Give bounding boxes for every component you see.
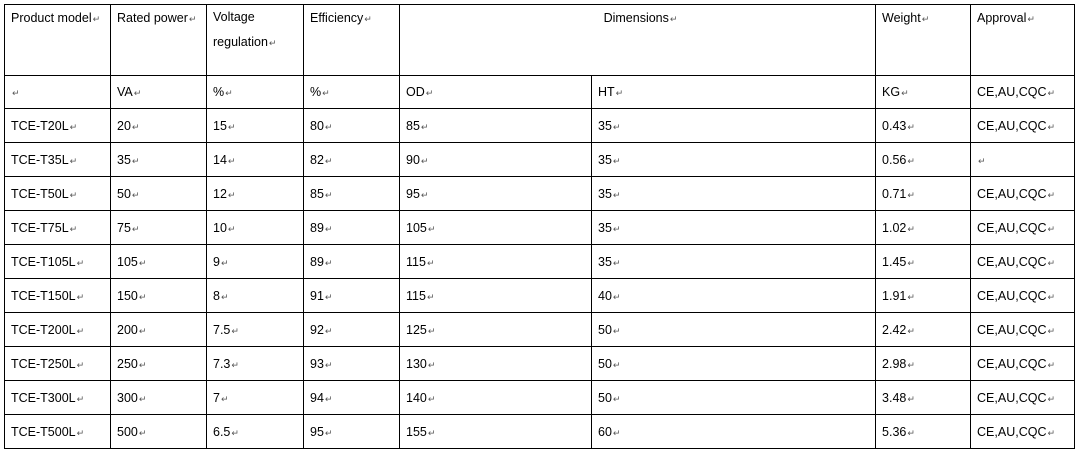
cell-approval: CE,AU,CQC↵ [971, 313, 1075, 347]
cell-efficiency: 93↵ [304, 347, 400, 381]
table-row [5, 109, 1075, 143]
cell-efficiency: 94↵ [304, 381, 400, 415]
cell-model: TCE-T35L↵ [5, 143, 111, 177]
cell-efficiency: 89↵ [304, 211, 400, 245]
cell-model: TCE-T75L↵ [5, 211, 111, 245]
table-row [5, 245, 1075, 279]
unit-od: OD↵ [400, 76, 592, 109]
cell-regulation: 9↵ [207, 245, 304, 279]
table-row [5, 211, 1075, 245]
cell-weight: 1.91↵ [876, 279, 971, 313]
cell-approval: CE,AU,CQC↵ [971, 381, 1075, 415]
cell-od: 85↵ [400, 109, 592, 143]
cell-model: TCE-T300L↵ [5, 381, 111, 415]
cell-power: 50↵ [111, 177, 207, 211]
cell-weight: 3.48↵ [876, 381, 971, 415]
cell-model: TCE-T200L↵ [5, 313, 111, 347]
cell-ht: 35↵ [592, 245, 876, 279]
cell-weight: 2.42↵ [876, 313, 971, 347]
header-approval: Approval↵ [971, 5, 1075, 76]
header-rated-power: Rated power↵ [111, 5, 207, 76]
cell-ht: 35↵ [592, 177, 876, 211]
cell-od: 90↵ [400, 143, 592, 177]
cell-weight: 2.98↵ [876, 347, 971, 381]
header-product-model: Product model↵ [5, 5, 111, 76]
table-row [5, 143, 1075, 177]
cell-efficiency: 82↵ [304, 143, 400, 177]
header-dimensions: Dimensions↵ [400, 5, 876, 76]
cell-ht: 50↵ [592, 381, 876, 415]
cell-od: 105↵ [400, 211, 592, 245]
cell-power: 75↵ [111, 211, 207, 245]
unit-power: VA↵ [111, 76, 207, 109]
cell-power: 300↵ [111, 381, 207, 415]
cell-efficiency: 85↵ [304, 177, 400, 211]
table-row [5, 313, 1075, 347]
table-row [5, 347, 1075, 381]
cell-efficiency: 89↵ [304, 245, 400, 279]
unit-approval: CE,AU,CQC↵ [971, 76, 1075, 109]
cell-ht: 35↵ [592, 109, 876, 143]
cell-approval: CE,AU,CQC↵ [971, 415, 1075, 449]
header-row [5, 5, 1075, 76]
cell-regulation: 15↵ [207, 109, 304, 143]
cell-approval: ↵ [971, 143, 1075, 177]
cell-ht: 60↵ [592, 415, 876, 449]
table-row [5, 177, 1075, 211]
cell-approval: CE,AU,CQC↵ [971, 109, 1075, 143]
cell-od: 115↵ [400, 245, 592, 279]
cell-model: TCE-T250L↵ [5, 347, 111, 381]
table-row [5, 381, 1075, 415]
cell-approval: CE,AU,CQC↵ [971, 177, 1075, 211]
unit-model: ↵ [5, 76, 111, 109]
cell-regulation: 8↵ [207, 279, 304, 313]
cell-efficiency: 80↵ [304, 109, 400, 143]
cell-od: 95↵ [400, 177, 592, 211]
cell-approval: CE,AU,CQC↵ [971, 279, 1075, 313]
cell-ht: 50↵ [592, 313, 876, 347]
cell-model: TCE-T500L↵ [5, 415, 111, 449]
cell-regulation: 6.5↵ [207, 415, 304, 449]
cell-efficiency: 92↵ [304, 313, 400, 347]
cell-regulation: 7.3↵ [207, 347, 304, 381]
cell-power: 20↵ [111, 109, 207, 143]
cell-weight: 0.71↵ [876, 177, 971, 211]
cell-weight: 0.43↵ [876, 109, 971, 143]
cell-efficiency: 91↵ [304, 279, 400, 313]
cell-regulation: 14↵ [207, 143, 304, 177]
cell-weight: 0.56↵ [876, 143, 971, 177]
cell-od: 125↵ [400, 313, 592, 347]
cell-approval: CE,AU,CQC↵ [971, 347, 1075, 381]
cell-model: TCE-T150L↵ [5, 279, 111, 313]
cell-regulation: 10↵ [207, 211, 304, 245]
cell-ht: 50↵ [592, 347, 876, 381]
unit-weight: KG↵ [876, 76, 971, 109]
cell-power: 150↵ [111, 279, 207, 313]
cell-model: TCE-T50L↵ [5, 177, 111, 211]
cell-power: 35↵ [111, 143, 207, 177]
table-row [5, 415, 1075, 449]
cell-power: 105↵ [111, 245, 207, 279]
units-row [5, 76, 1075, 109]
cell-weight: 1.45↵ [876, 245, 971, 279]
header-voltage-regulation: Voltage regulation↵ [207, 5, 304, 76]
cell-power: 200↵ [111, 313, 207, 347]
cell-ht: 35↵ [592, 211, 876, 245]
cell-power: 500↵ [111, 415, 207, 449]
cell-weight: 1.02↵ [876, 211, 971, 245]
cell-regulation: 7.5↵ [207, 313, 304, 347]
cell-ht: 40↵ [592, 279, 876, 313]
cell-approval: CE,AU,CQC↵ [971, 245, 1075, 279]
unit-efficiency: %↵ [304, 76, 400, 109]
cell-weight: 5.36↵ [876, 415, 971, 449]
spec-table [4, 4, 1075, 449]
cell-model: TCE-T20L↵ [5, 109, 111, 143]
header-efficiency: Efficiency↵ [304, 5, 400, 76]
cell-model: TCE-T105L↵ [5, 245, 111, 279]
unit-regulation: %↵ [207, 76, 304, 109]
cell-efficiency: 95↵ [304, 415, 400, 449]
cell-approval: CE,AU,CQC↵ [971, 211, 1075, 245]
cell-regulation: 7↵ [207, 381, 304, 415]
cell-power: 250↵ [111, 347, 207, 381]
cell-od: 140↵ [400, 381, 592, 415]
cell-od: 115↵ [400, 279, 592, 313]
table-row [5, 279, 1075, 313]
header-weight: Weight↵ [876, 5, 971, 76]
cell-od: 130↵ [400, 347, 592, 381]
cell-od: 155↵ [400, 415, 592, 449]
cell-ht: 35↵ [592, 143, 876, 177]
unit-ht: HT↵ [592, 76, 876, 109]
cell-regulation: 12↵ [207, 177, 304, 211]
